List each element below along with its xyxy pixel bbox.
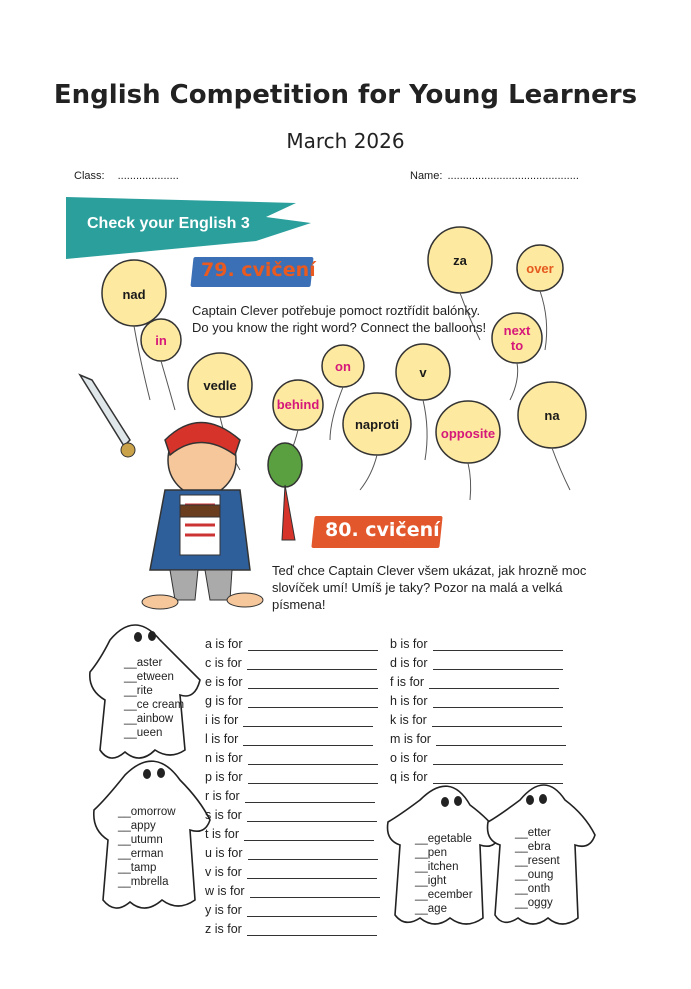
ex79-instruction-line1: Captain Clever potřebuje pomoct roztřídit balónky. [192, 303, 481, 318]
answer-line[interactable] [433, 650, 563, 651]
answer-row-i[interactable] [205, 711, 380, 730]
answer-line[interactable] [243, 726, 373, 727]
ghost3-words [415, 832, 473, 916]
answer-line[interactable] [433, 783, 563, 784]
balloon-label-on: on [335, 359, 351, 374]
ghost2-words [118, 805, 176, 889]
answer-line[interactable] [247, 916, 377, 917]
balloon-label-naproti: naproti [354, 417, 400, 432]
answer-line[interactable] [436, 745, 566, 746]
row-label: q is for [390, 770, 428, 784]
ex79-instruction-line2: Do you know the right word? Connect the balloons! [192, 320, 487, 335]
balloon-label-in: in [155, 333, 167, 348]
answer-line[interactable] [433, 669, 563, 670]
answer-line[interactable] [433, 764, 563, 765]
row-label: h is for [390, 694, 428, 708]
ghost4-word: __onth [515, 883, 551, 895]
answer-row-g[interactable] [205, 692, 380, 711]
ghost1-word: __ainbow [124, 713, 174, 725]
ghost3-word: __itchen [415, 861, 459, 873]
ghost1-word: __etween [124, 671, 174, 683]
row-label: t is for [205, 827, 240, 841]
ghost2-word: __erman [118, 848, 164, 860]
answer-row-q[interactable] [390, 768, 566, 787]
ex80-instruction-line2: slovíček umí! Umíš je taky? Pozor na malá a velká [272, 580, 563, 595]
ghost1-word: __ce cream [124, 699, 185, 711]
answer-line[interactable] [432, 726, 562, 727]
banner-label: Check your English 3 [87, 215, 250, 232]
class-label: Class: [74, 170, 105, 182]
balloon-label-behind: behind [276, 397, 320, 412]
row-label: m is for [390, 732, 431, 746]
answer-row-w[interactable] [205, 882, 380, 901]
ex80-instruction-line3: písmena! [272, 597, 326, 612]
ghost1-word: __rite [124, 685, 153, 697]
row-label: z is for [205, 922, 242, 936]
answer-row-p[interactable] [205, 768, 380, 787]
balloon-label-v: v [419, 365, 427, 380]
page-subtitle: March 2026 [286, 129, 405, 153]
row-label: p is for [205, 770, 243, 784]
ghost4-words [515, 826, 560, 910]
answer-row-v[interactable] [205, 863, 380, 882]
ex79-number: 79. cvičení [201, 259, 316, 281]
row-label: o is for [390, 751, 428, 765]
answer-row-s[interactable] [205, 806, 380, 825]
right-answer-column [390, 635, 566, 787]
answer-row-m[interactable] [390, 730, 566, 749]
ghost4-word: __oung [515, 869, 554, 881]
answer-line[interactable] [243, 745, 373, 746]
ex80-number: 80. cvičení [325, 519, 440, 541]
answer-row-c[interactable] [205, 654, 380, 673]
row-label: y is for [205, 903, 242, 917]
row-label: f is for [390, 675, 425, 689]
balloon-label-opposite: opposite [440, 426, 496, 441]
ghost4-word: __resent [515, 855, 560, 867]
answer-line[interactable] [429, 688, 559, 689]
answer-row-r[interactable] [205, 787, 380, 806]
answer-line[interactable] [245, 802, 375, 803]
ghost2-word: __utumn [118, 834, 163, 846]
ghost3-word: __ecember [415, 889, 473, 901]
answer-row-t[interactable] [205, 825, 380, 844]
answer-line[interactable] [247, 878, 377, 879]
row-label: r is for [205, 789, 240, 803]
ghost2-word: __appy [118, 820, 156, 832]
row-label: s is for [205, 808, 242, 822]
ex80-instruction-line1: Teď chce Captain Clever všem ukázat, jak hrozně moc [272, 563, 587, 578]
row-label: a is for [205, 637, 243, 651]
answer-row-n[interactable] [205, 749, 380, 768]
row-label: u is for [205, 846, 243, 860]
balloon-label-za: za [453, 253, 467, 268]
ghost4-word: __oggy [515, 897, 553, 909]
balloon-label-na: na [544, 408, 560, 423]
row-label: g is for [205, 694, 243, 708]
balloon-label-next-to: next to [503, 323, 531, 353]
answer-line[interactable] [248, 859, 378, 860]
balloon-label-vedle: vedle [203, 378, 237, 393]
answer-row-b[interactable] [390, 635, 566, 654]
name-label: Name: [410, 170, 443, 182]
row-label: e is for [205, 675, 243, 689]
row-label: l is for [205, 732, 239, 746]
answer-line[interactable] [247, 935, 377, 936]
answer-row-e[interactable] [205, 673, 380, 692]
ghost4-word: __etter [515, 827, 551, 839]
answer-row-o[interactable] [390, 749, 566, 768]
name-dots: ........................................... [447, 170, 579, 182]
answer-line[interactable] [248, 707, 378, 708]
answer-row-h[interactable] [390, 692, 566, 711]
answer-row-l[interactable] [205, 730, 380, 749]
ghost4-word: __ebra [515, 841, 551, 853]
answer-row-a[interactable] [205, 635, 380, 654]
answer-line[interactable] [433, 707, 563, 708]
row-label: w is for [205, 884, 245, 898]
ghost3-word: __ight [415, 875, 447, 887]
answer-row-d[interactable] [390, 654, 566, 673]
row-label: b is for [390, 637, 428, 651]
class-dots: .................... [117, 170, 179, 182]
answer-line[interactable] [247, 821, 377, 822]
answer-line[interactable] [248, 764, 378, 765]
ghost3-word: __age [415, 903, 447, 915]
row-label: i is for [205, 713, 239, 727]
ghost2-word: __omorrow [118, 806, 176, 818]
balloon-label-over: over [526, 261, 554, 276]
answer-row-u[interactable] [205, 844, 380, 863]
answer-line[interactable] [250, 897, 380, 898]
answer-line[interactable] [244, 840, 374, 841]
answer-row-z[interactable] [205, 920, 380, 939]
ghost2-word: __tamp [118, 862, 157, 874]
row-label: d is for [390, 656, 428, 670]
ghost3-word: __pen [415, 847, 447, 859]
ghost1-words [124, 656, 184, 740]
ghost1-word: __ueen [124, 727, 163, 739]
ghost2-word: __mbrella [118, 876, 169, 888]
row-label: c is for [205, 656, 242, 670]
page-title: English Competition for Young Learners [53, 80, 638, 110]
row-label: v is for [205, 865, 242, 879]
answer-line[interactable] [248, 650, 378, 651]
left-answer-column [205, 635, 380, 939]
answer-line[interactable] [247, 669, 377, 670]
ghost1-word: __aster [124, 657, 163, 669]
answer-row-k[interactable] [390, 711, 566, 730]
answer-row-f[interactable] [390, 673, 566, 692]
balloon-label-nad: nad [122, 287, 146, 302]
ghost3-word: __egetable [415, 833, 472, 845]
answer-line[interactable] [248, 783, 378, 784]
answer-line[interactable] [248, 688, 378, 689]
row-label: k is for [390, 713, 427, 727]
row-label: n is for [205, 751, 243, 765]
answer-row-y[interactable] [205, 901, 380, 920]
